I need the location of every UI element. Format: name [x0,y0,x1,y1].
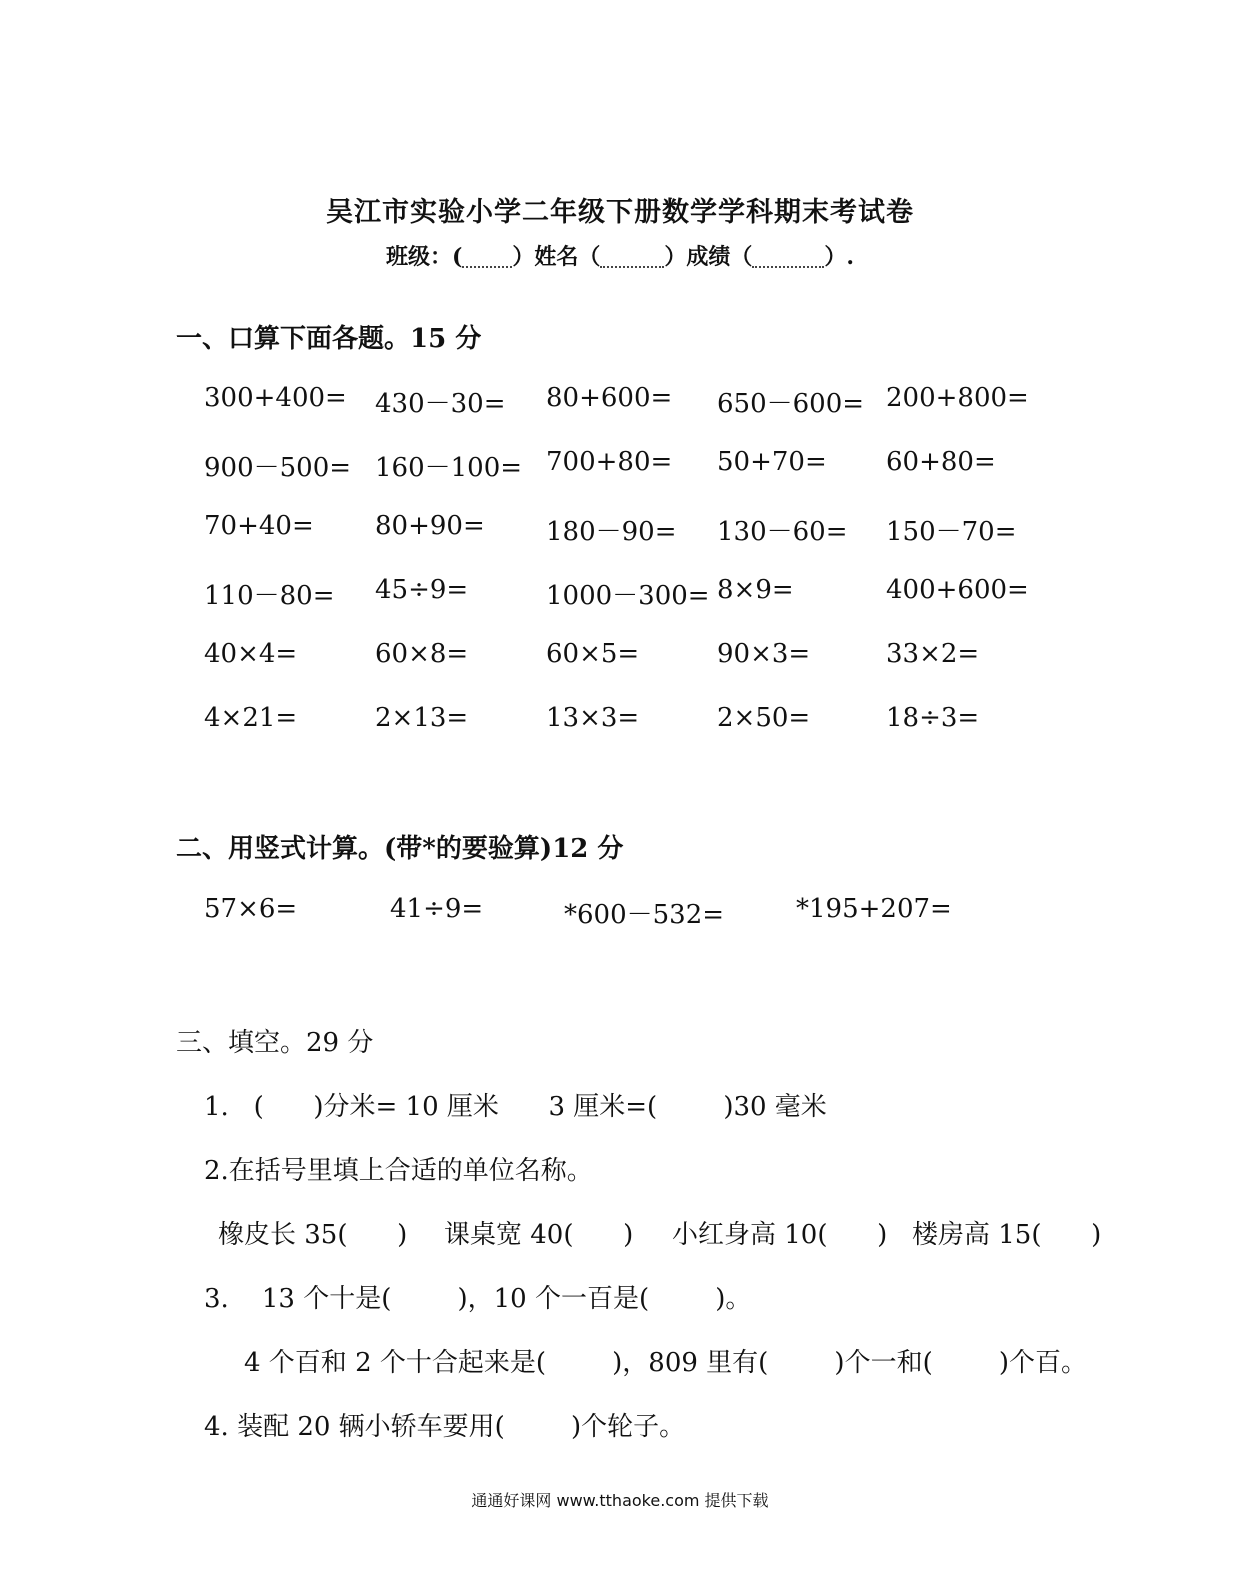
mental-math-item: 90×3= [717,639,811,669]
mental-math-item: 45÷9= [375,575,469,605]
score-blank [752,248,824,268]
vertical-calc-item: *600－532= [564,900,725,930]
mental-math-item: 300+400= [204,383,347,413]
page-title: 吴江市实验小学二年级下册数学学科期末考试卷 [326,197,914,228]
mental-math-item: 2×50= [717,703,811,733]
mental-math-item: 1000－300= [546,581,710,611]
unit-item: 橡皮长 35( ) [218,1220,408,1250]
mental-math-item: 2×13= [375,703,469,733]
mental-math-item: 180－90= [546,517,677,547]
mental-math-item: 60+80= [886,447,996,477]
mental-math-item: 80+90= [375,511,485,541]
name-blank [600,248,664,268]
class-blank [462,248,512,268]
student-info-line [0,240,1240,271]
mental-math-item: 60×5= [546,639,640,669]
mental-math-item: 700+80= [546,447,673,477]
vertical-calc-item: 41÷9= [390,894,484,924]
mental-math-item: 650－600= [717,389,865,419]
mental-math-item: 60×8= [375,639,469,669]
mental-math-item: 40×4= [204,639,298,669]
mental-math-item: 150－70= [886,517,1017,547]
mental-math-item: 200+800= [886,383,1029,413]
info-close: ）. [824,244,855,270]
question-3b: 4 个百和 2 个十合起来是( )，809 里有( )个一和( )个百。 [244,1348,1087,1378]
question-2: 2.在括号里填上合适的单位名称。 [204,1156,593,1186]
vertical-calc-item: *195+207= [796,894,952,924]
question-1: 1. ( )分米= 10 厘米 3 厘米=( )30 毫米 [204,1092,827,1122]
section1-title: 一、口算下面各题。15 分 [176,324,482,354]
mental-math-item: 430－30= [375,389,506,419]
class-label: 班级：( [385,244,463,270]
question-4: 4. 装配 20 辆小轿车要用( )个轮子。 [204,1412,686,1442]
mental-math-item: 80+600= [546,383,673,413]
mental-math-item: 4×21= [204,703,298,733]
footer-credit: 通通好课网 www.tthaoke.com 提供下载 [471,1491,769,1510]
section3-title: 三、填空。29 分 [176,1028,374,1058]
vertical-calc-item: 57×6= [204,894,298,924]
mental-math-item: 900－500= [204,453,352,483]
mental-math-item: 130－60= [717,517,848,547]
unit-item: 课桌宽 40( ) [444,1220,634,1250]
mental-math-item: 400+600= [886,575,1029,605]
unit-item: 小红身高 10( ) [672,1220,888,1250]
question-3a: 3. 13 个十是( )，10 个一百是( )。 [204,1284,752,1314]
mental-math-item: 70+40= [204,511,314,541]
mental-math-item: 8×9= [717,575,794,605]
mental-math-item: 33×2= [886,639,980,669]
mental-math-item: 110－80= [204,581,335,611]
mental-math-item: 13×3= [546,703,640,733]
mental-math-item: 160－100= [375,453,523,483]
name-label: ）姓名（ [512,244,601,270]
mental-math-item: 18÷3= [886,703,980,733]
score-label: ）成绩（ [664,244,753,270]
section2-title: 二、用竖式计算。(带*的要验算)12 分 [176,834,624,864]
unit-item: 楼房高 15( ) [912,1220,1102,1250]
mental-math-item: 50+70= [717,447,827,477]
